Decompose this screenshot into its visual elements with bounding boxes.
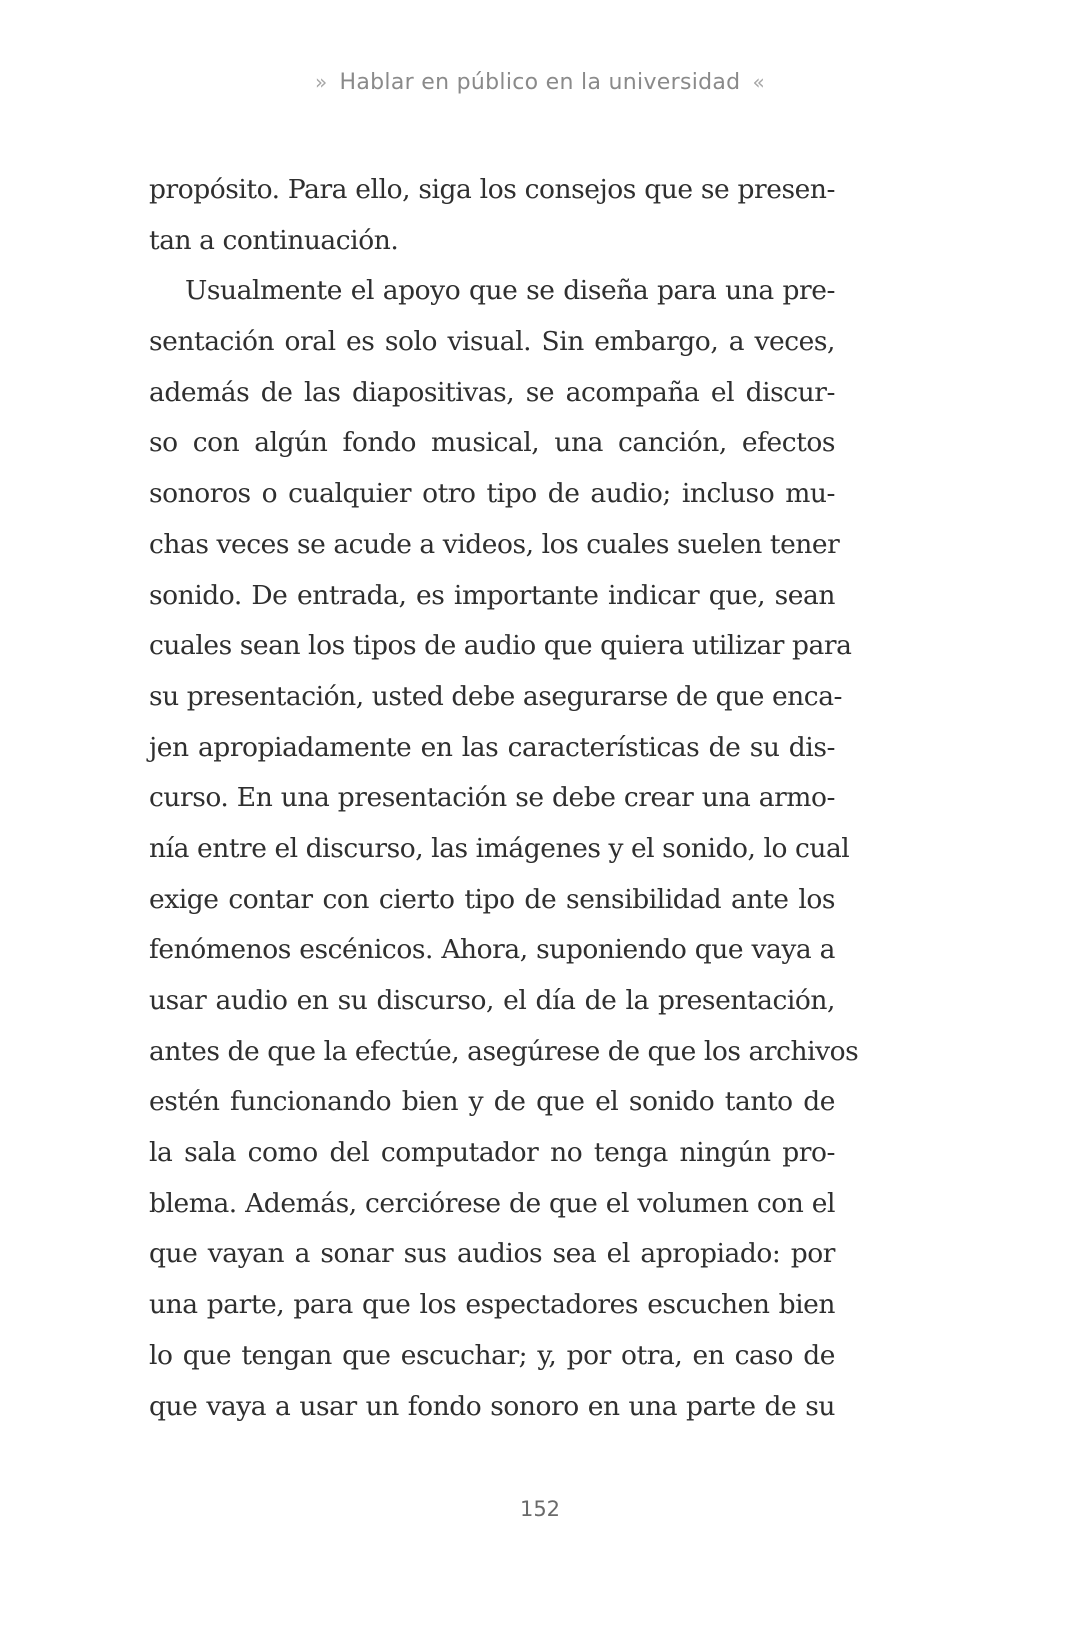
text-line: que vayan a sonar sus audios sea el apropiado: por: [149, 1238, 835, 1270]
text-line: sentación oral es solo visual. Sin embargo, a veces,: [149, 326, 835, 358]
text-line: sonido. De entrada, es importante indicar que, sean: [149, 579, 835, 611]
text-line: nía entre el discurso, las imágenes y el sonido, lo cual: [149, 832, 850, 864]
text-line: jen apropiadamente en las características de su dis-: [149, 731, 835, 763]
text-line: además de las diapositivas, se acompaña el discur-: [149, 376, 835, 408]
header-left-mark: »: [315, 70, 328, 94]
text-line: su presentación, usted debe asegurarse de que enca-: [149, 680, 843, 712]
text-line: chas veces se acude a videos, los cuales suelen tener: [149, 528, 840, 560]
text-line: propósito. Para ello, siga los consejos que se presen-: [149, 174, 835, 205]
text-line: estén funcionando bien y de que el sonido tanto de: [149, 1086, 835, 1118]
text-line: fenómenos escénicos. Ahora, suponiendo que vaya a: [149, 934, 835, 966]
text-line: cuales sean los tipos de audio que quiera utilizar para: [149, 630, 852, 662]
page-number: 152: [519, 1497, 561, 1521]
text-line: la sala como del computador no tenga ningún pro-: [149, 1137, 835, 1169]
text-line: una parte, para que los espectadores escuchen bien: [149, 1289, 835, 1321]
body-text: [149, 165, 859, 1432]
text-line: que vaya a usar un fondo sonoro en una parte de su: [149, 1390, 835, 1422]
text-line: Usualmente el apoyo que se diseña para una pre-: [185, 275, 835, 307]
running-header-title: Hablar en público en la universidad: [339, 70, 741, 95]
text-line: curso. En una presentación se debe crear una armo-: [149, 782, 835, 814]
text-line: antes de que la efectúe, asegúrese de que los archivos: [149, 1035, 859, 1067]
text-line: usar audio en su discurso, el día de la presentación,: [149, 985, 835, 1016]
text-line: blema. Además, cerciórese de que el volumen con el: [149, 1187, 835, 1219]
header-right-mark: «: [752, 70, 765, 94]
text-line: sonoros o cualquier otro tipo de audio; incluso mu-: [149, 478, 835, 510]
text-line: so con algún fondo musical, una canción, efectos: [149, 427, 835, 459]
running-header: [0, 70, 1080, 95]
text-line: exige contar con cierto tipo de sensibilidad ante los: [149, 883, 835, 915]
text-line: tan a continuación.: [149, 224, 399, 256]
text-line: lo que tengan que escuchar; y, por otra, en caso de: [149, 1339, 835, 1371]
